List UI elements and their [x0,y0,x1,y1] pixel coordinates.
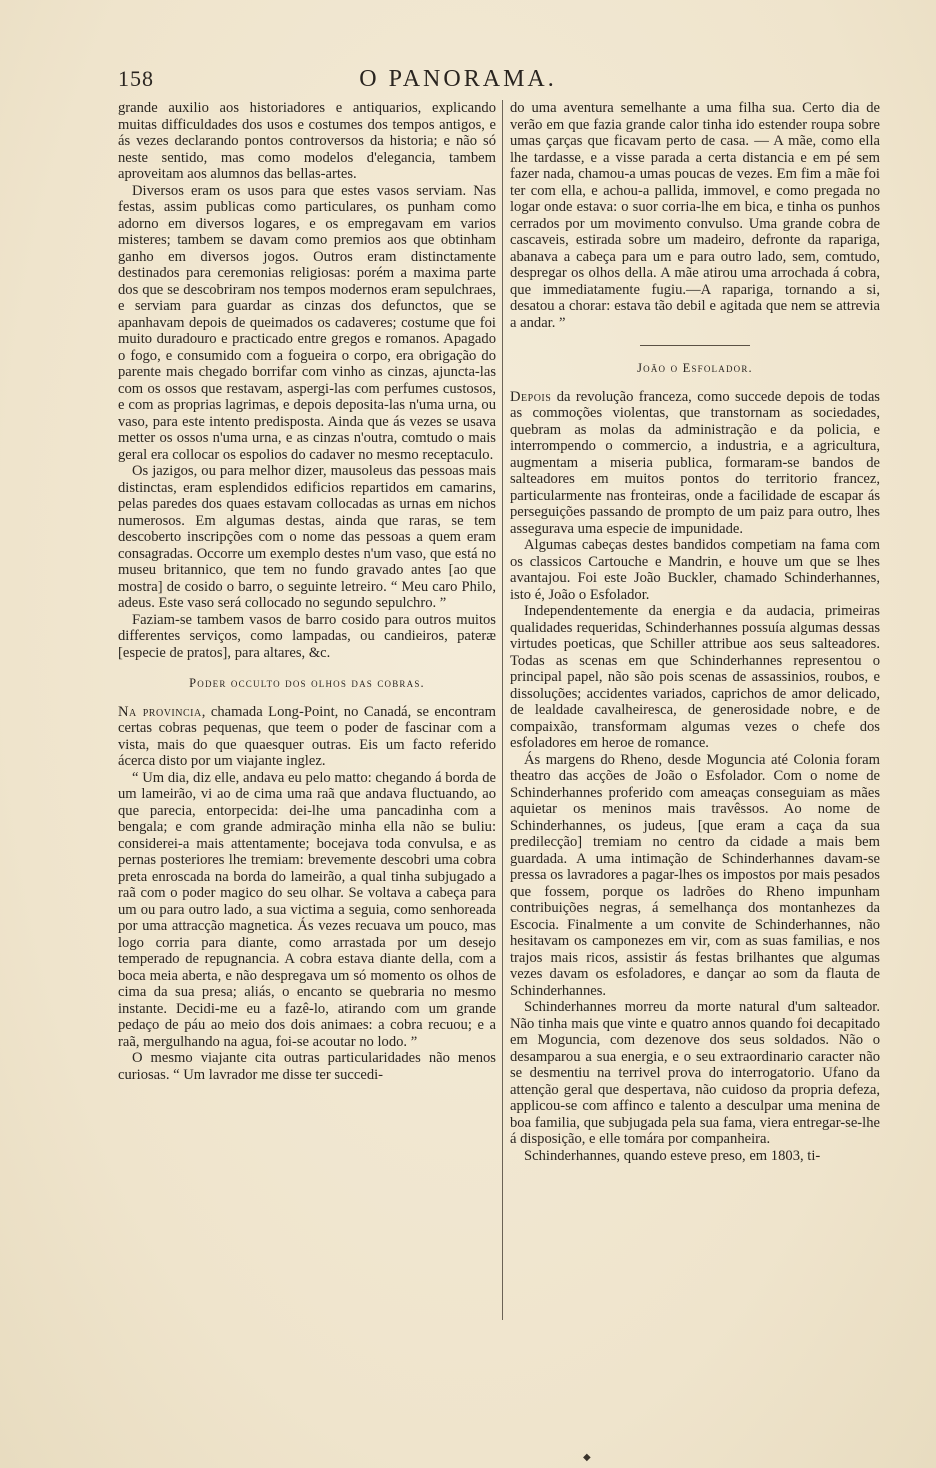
paragraph: O mesmo viajante cita outras particularidades não menos curiosas. “ Um lavrador me disse ter succedi- [118,1050,496,1083]
running-head: O PANORAMA. [359,66,557,92]
paragraph: do uma aventura semelhante a uma filha sua. Certo dia de verão em que fazia grande calor tinha ido estender roupa sobre umas çarças que ficavam perto de casa. — A mãe, como ella lhe tardasse, e a visse parada a certa distancia e em pé sem fazer nada, chamou-a umas poucas de vezes. Em fim a mãe foi ter com ella, e achou-a pallida, immovel, e como pregada no logar onde estava: o suor corria-lhe em bica, e tinha os punhos cerrados por um movimento convulso. Uma grande cobra de cascaveis, estirada sobre um madeiro, defronte da rapariga, abanava a cabeça para um e para outro lado, sem, comtudo, despregar os olhos della. A mãe atirou uma arrochada á cobra, que immediatamente fugiu.—A rapariga, tornando a si, desatou a chorar: estava tão debil e agitada que nem se attrevia a andar. ” [510,100,880,331]
footer-ornament: ◆ [583,1452,591,1463]
paragraph: “ Um dia, diz elle, andava eu pelo matto: chegando á borda de um lameirão, vi ao de cima uma raã que andava fluctuando, ao que parecia, entorpecida: dei-lhe uma pancadinha com a bengala; e com grande admiração minha ella não se buliu: considerei-a mais attentamente; bocejava toda convulsa, e as pernas posteriores lhe tremiam: brevemente descobri uma cobra preta enroscada na borda do lameirão, a qual tinha subjugado a raã com o poder magico do seu olhar. Se voltava a cabeça para um ou para outro lado, a sua victima a seguia, como senhoreada por uma attracção magnetica. Ás vezes recuava um pouco, mas logo corria para diante, como arrastada por um desejo temperado de repugnancia. A cobra estava diante della, com a boca meia aberta, e não despregava um só momento os olhos de cima da sua presa; aliás, o encanto se quebraria no mesmo instante. Decidi-me eu a fazê-lo, atirando com um grande pedaço de páu ao meio dos dois animaes: a cobra recuou; e a raã, mergulhando na agua, foi-se acoutar no lodo. ” [118,769,496,1050]
paragraph-text: , chamada Long-Point, no Canadá, se encontram certas cobras pequenas, que teem o poder de fascinar com a vista, mais do que quaesquer outras. Eis um facto referido ácerca disto por um viajante inglez. [118,703,496,769]
column-divider [502,100,503,1320]
paragraph [118,704,496,770]
left-column [118,100,496,1083]
paragraph: Ás margens do Rheno, desde Moguncia até Colonia foram theatro das acções de João o Esfolador. Com o nome de Schinderhannes proferido com ameaças conseguiam as mães aquietar os meninos mais travêssos. Ao nome de Schinderhannes, os judeus, [que eram a caça da sua predilecção] tremiam no centro da cidade a mais bem guardada. A uma intimação de Schinderhannes davam-se pressa os lavradores a pagar-lhes os impostos por mais pesados que fossem, porque os ladrões do Rheno impunham contribuições negras, á semelhança dos montanhezes da Escocia. Finalmente a um convite de Schinderhannes, não hesitavam os camponezes em vir, com as suas familias, e nos trajos mais ricos, assistir ás festas brilhantes que algumas vezes davam os esfoladores, e dançar ao som da flauta de Schinderhannes. [510,751,880,999]
paragraph [510,389,880,538]
section-title: Poder occulto dos olhos das cobras. [189,676,425,690]
right-column [510,100,880,1164]
paragraph-text: da revolução franceza, como succede depois de todas as commoções violentas, que transtornam as sociedades, quebram as molas da administração e da policia, e interrompendo o commercio, a industria, e a agricultura, augmentam a miseria publica, formaram-se bandos de salteadores em muitos pontos do territorio francez, particularmente nas fronteiras, onde a facilidade de escapar ás perseguições passando de prompto de um paiz para outro, lhes assegurava uma especie de impunidade. [510,388,880,537]
page-number: 158 [118,66,154,91]
page-header [118,66,798,94]
lead-in: Na provincia [118,703,202,720]
paragraph: Diversos eram os usos para que estes vasos serviam. Nas festas, assim publicas como particulares, os punham como adorno em diversos logares, e os empregavam em varios misteres; tambem se davam como premios aos que obtinham ganho em diversos jogos. Outros eram distinctamente destinados para ceremonias religiosas: porém a maxima parte dos que se descobriram nos tempos modernos eram sepulchraes, e serviam para guardar as cinzas dos defunctos, que se apanhavam depois de queimados os cadaveres; costume que foi muito duradouro e practicado entre gregos e romanos. Apagado o fogo, e consumido com a fogueira o corpo, era obrigação do parente mais chegado borrifar com vinho as cinzas, ajuncta-las com os ossos que restavam, aspergi-las com perfumes custosos, e com as proprias lagrimas, e depois deposita-las n'uma urna, ou vaso, para este intento predisposta. Ainda que ás vezes se usava metter os ossos n'uma urna, e as cinzas n'outra, comtudo o mais geral era collocar os espolios do cadaver no mesmo receptaculo. [118,182,496,463]
paragraph: grande auxilio aos historiadores e antiquarios, explicando muitas difficuldades dos usos e costumes dos tempos antigos, e ás vezes declarando pontos controversos da historia; e não só neste sentido, mas como modelos d'elegancia, tambem aproveitam aos alumnos das bellas-artes. [118,100,496,182]
paragraph: Independentemente da energia e da audacia, primeiras qualidades requeridas, Schinderhannes possuía algumas dessas virtudes poeticas, que Schiller attribue aos seus salteadores. Todas as scenas em que Schinderhannes representou o principal papel, não são pois scenas de assassinios, roubos, e dissoluções; accidentes variados, caprichos de amor delicado, de lealdade cavalheiresca, de generosidade nobre, e de compaixão, transformam algumas vezes o chefe dos esfoladores em heroe de romance. [510,603,880,751]
lead-in: Depois [510,388,552,405]
section-rule [640,345,750,346]
paragraph: Faziam-se tambem vasos de barro cosido para outros muitos differentes serviços, como lampadas, ou candieiros, pateræ [especie de pratos], para altares, &c. [118,611,496,661]
section-title: João o Esfolador. [637,361,753,375]
paragraph: Os jazigos, ou para melhor dizer, mausoleus das pessoas mais distinctas, eram esplendidos edificios repartidos em camarins, pelas paredes dos quaes estavam collocadas as urnas em nichos numerosos. Em algumas destas, ainda que raras, se tem descoberto inscripções com o nome das pessoas a quem eram consagradas. Occorre um exemplo destes n'um vaso, que está no museu britannico, que tem no fundo gravado antes [ao que mostra] de cosido o barro, o seguinte letreiro. “ Meu caro Philo, adeus. Este vaso será collocado no segundo sepulchro. ” [118,463,496,611]
paragraph: Schinderhannes morreu da morte natural d'um salteador. Não tinha mais que vinte e quatro annos quando foi decapitado em Moguncia, com dezenove dos seus soldados. Não o desamparou a sua energia, e o seu extraordinario caracter não se desmentiu na terrivel prova do interrogatorio. Ufano da attenção geral que despertava, não cuidoso da propria defeza, applicou-se com affinco e talento a desculpar uma menina de boa familia, que subjugada pela sua fama, viera entregar-se-lhe á disposição, e elle tomára por companheira. [510,999,880,1147]
paragraph: Schinderhannes, quando esteve preso, em 1803, ti- [524,1147,821,1164]
paragraph: Algumas cabeças destes bandidos competiam na fama com os classicos Cartouche e Mandrin, e houve um que se lhes avantajou. Foi este João Buckler, chamado Schinderhannes, isto é, João o Esfolador. [510,537,880,603]
